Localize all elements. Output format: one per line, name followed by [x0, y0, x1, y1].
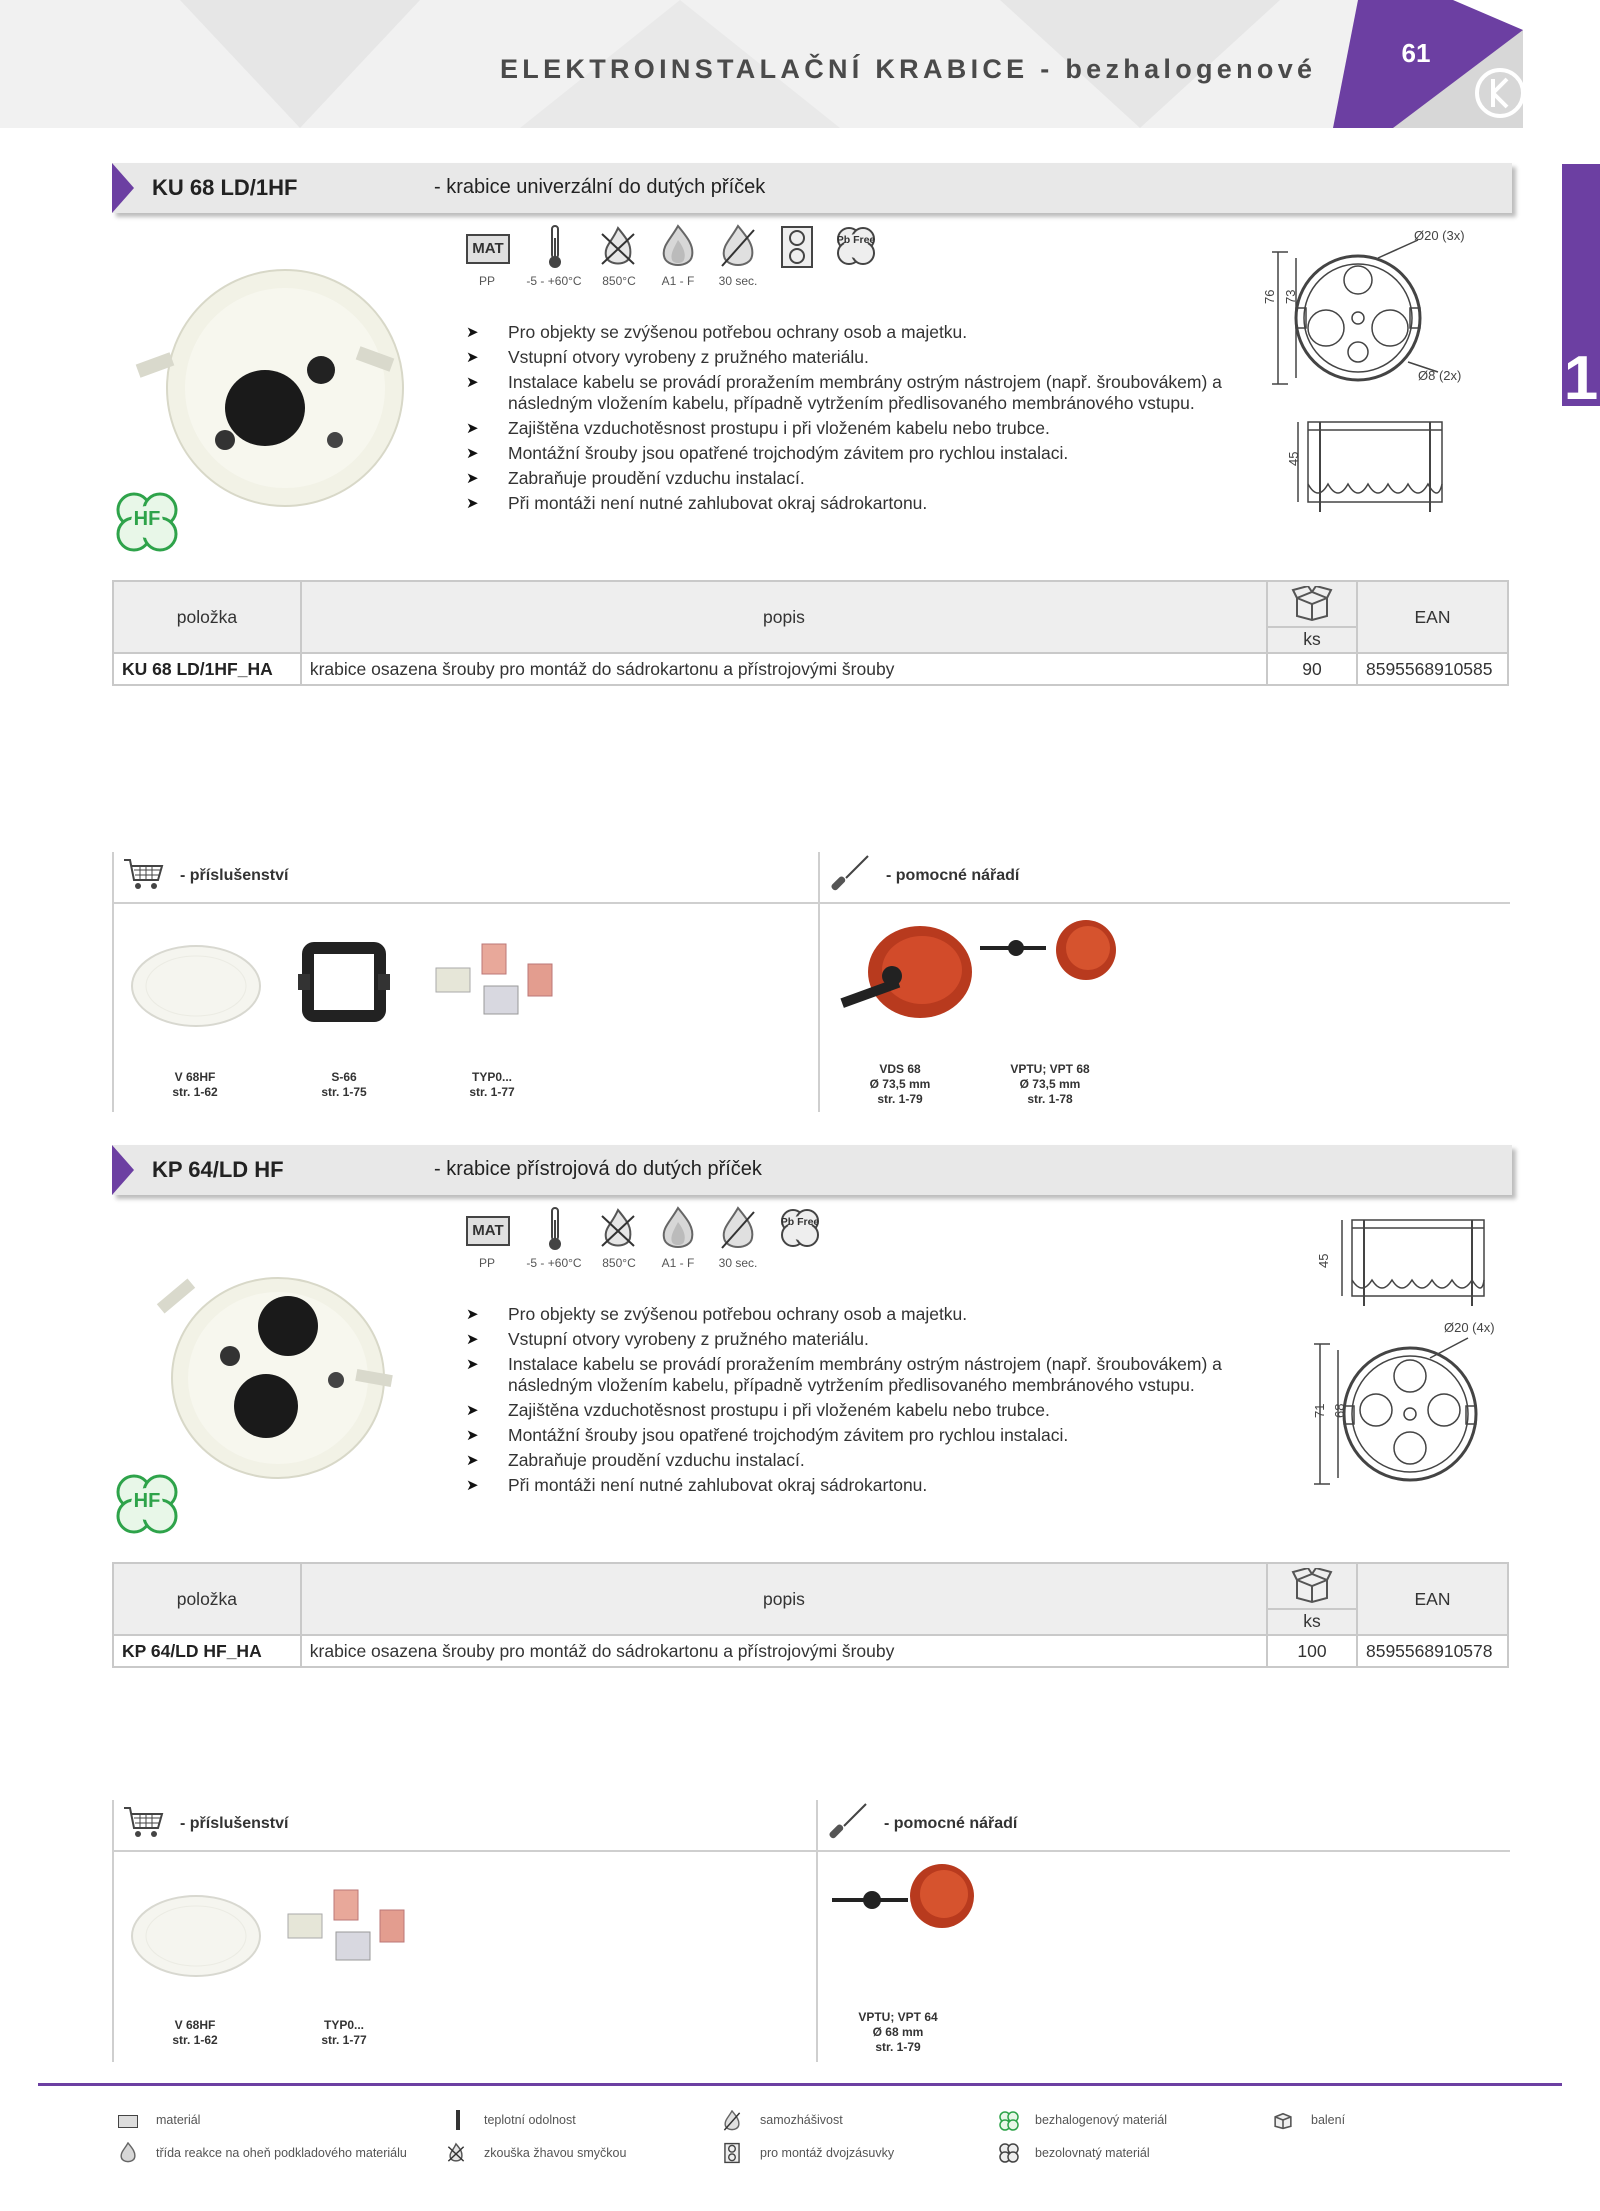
accessory-label: [284, 2018, 404, 2048]
glow-wire-icon: [598, 224, 638, 270]
item-quantity-cell: 100: [1267, 1635, 1357, 1667]
title-arrow-icon: [112, 1145, 134, 1195]
chapter-number: 1: [1563, 344, 1599, 413]
product-code: KP 64/LD HF: [152, 1157, 284, 1182]
feature-item: ➤ Instalace kabelu se provádí proražením membrány ostrým nástrojem (např. šroubovákem) a následným vložením kabelu, případně vytržením předlisovaného membránového vstupu.: [466, 1354, 1266, 1396]
double-socket-icon: [724, 2142, 740, 2164]
table-header: položka: [113, 581, 301, 653]
product-table: [112, 580, 1509, 686]
tool-size: Ø 68 mm: [872, 2025, 924, 2039]
product-table: [112, 1562, 1509, 1668]
tool-size: Ø 73,5 mm: [869, 1077, 931, 1091]
product-code: KU 68 LD/1HF: [152, 175, 298, 200]
feature-item: ➤ Montážní šrouby jsou opatřené trojchodým závitem pro rychlou instalaci.: [466, 443, 1266, 464]
table-header: [1267, 581, 1357, 653]
feature-item: ➤ Vstupní otvory vyrobeny z pružného materiálu.: [466, 347, 1266, 368]
accessory-name: V 68HF: [174, 2018, 216, 2032]
feature-item: ➤ Montážní šrouby jsou opatřené trojchodým závitem pro rychlou instalaci.: [466, 1425, 1266, 1446]
technical-drawing: [1258, 222, 1518, 522]
self-extinguish-icon: [718, 224, 758, 270]
feature-item: ➤ Zabraňuje proudění vzduchu instalací.: [466, 468, 1266, 489]
accessory-name: S-66: [331, 1070, 357, 1084]
product-photo: [150, 1250, 400, 1490]
section-divider: [112, 852, 114, 1112]
tool-label: [990, 1062, 1110, 1107]
legend-label: zkouška žhavou smyčkou: [484, 2146, 627, 2160]
product-title-bar: [112, 163, 1512, 213]
icon-label: A1 - F: [661, 274, 695, 288]
item-ean-cell: 8595568910585: [1357, 653, 1508, 685]
shopping-cart-icon: [122, 856, 164, 892]
accessory-image-frame: [294, 934, 394, 1030]
item-code-cell: KU 68 LD/1HF_HA: [113, 653, 301, 685]
mat-icon: MAT: [466, 1216, 510, 1246]
feature-item: ➤ Pro objekty se zvýšenou potřebou ochrany osob a majetku.: [466, 322, 1266, 343]
glow-wire-icon: [446, 2142, 466, 2164]
accessory-label: [284, 1070, 404, 1100]
screwdriver-icon: [828, 852, 872, 896]
table-row: [113, 653, 1508, 685]
property-icons: [462, 224, 876, 294]
legend-label: samozhášivost: [760, 2113, 843, 2127]
dimension-label: Ø8 (2x): [1418, 368, 1462, 383]
technical-drawing: [1300, 1210, 1520, 1500]
product-photo: [125, 240, 415, 530]
table-header: EAN: [1357, 581, 1508, 653]
accessory-page-ref: str. 1-62: [172, 2033, 218, 2047]
feature-list: [466, 322, 1266, 518]
dimension-label: Ø20 (4x): [1444, 1320, 1495, 1335]
legend-label: bezolovnatý materiál: [1035, 2146, 1150, 2160]
pb-free-icon: [778, 1206, 822, 1252]
pb-free-label: Pb Free: [836, 234, 876, 246]
accessories-title: - příslušenství: [180, 867, 289, 884]
flame-icon: [658, 224, 698, 270]
tool-name: VDS 68: [879, 1062, 921, 1076]
feature-item: ➤ Zabraňuje proudění vzduchu instalací.: [466, 1450, 1266, 1471]
box-icon: [1291, 1568, 1333, 1604]
pb-free-icon: [998, 2142, 1020, 2164]
feature-item: ➤ Instalace kabelu se provádí proražením membrány ostrým nástrojem (např. šroubovákem) a následným vložením kabelu, případně vytržením předlisovaného membránového vstupu.: [466, 372, 1266, 414]
item-code-cell: KP 64/LD HF_HA: [113, 1635, 301, 1667]
icon-label: 850°C: [602, 1256, 636, 1270]
product-title-bar: [112, 1145, 1512, 1195]
legend-label: pro montáž dvojzásuvky: [760, 2146, 895, 2160]
accessory-name: TYP0...: [471, 1070, 512, 1084]
product-description: - krabice univerzální do dutých příček: [434, 176, 766, 198]
box-icon: [1272, 2110, 1294, 2130]
section-divider: [818, 852, 820, 1112]
legend-label: teplotní odolnost: [484, 2113, 576, 2127]
footer-divider: [38, 2083, 1562, 2086]
dimension-label: 73: [1283, 289, 1298, 304]
dimension-label: 45: [1286, 451, 1301, 466]
thermometer-icon: [545, 224, 565, 270]
item-ean-cell: 8595568910578: [1357, 1635, 1508, 1667]
accessories-title: - příslušenství: [180, 1815, 289, 1832]
flame-icon: [658, 1206, 698, 1252]
self-extinguish-icon: [722, 2110, 742, 2132]
feature-item: ➤ Pro objekty se zvýšenou potřebou ochrany osob a majetku.: [466, 1304, 1266, 1325]
title-arrow-icon: [112, 163, 134, 213]
item-description-cell: krabice osazena šrouby pro montáž do sádrokartonu a přístrojovými šrouby: [301, 1635, 1267, 1667]
dimension-label: 45: [1316, 1253, 1331, 1268]
dimension-label: 68: [1332, 1403, 1347, 1418]
tool-image-drill-bit: [828, 1860, 978, 1936]
pb-free-label: Pb Free: [780, 1216, 820, 1228]
accessory-page-ref: str. 1-75: [321, 1085, 367, 1099]
icon-label: 30 sec.: [718, 274, 758, 288]
pb-free-icon: [834, 224, 878, 270]
tool-name: VPTU; VPT 68: [1010, 1062, 1090, 1076]
icon-label: -5 - +60°C: [526, 274, 582, 288]
icon-label: PP: [478, 1256, 495, 1270]
icon-label: 30 sec.: [718, 1256, 758, 1270]
feature-item: ➤ Zajištěna vzduchotěsnost prostupu i při vloženém kabelu nebo trubce.: [466, 1400, 1266, 1421]
accessory-label: [135, 2018, 255, 2048]
feature-item: ➤ Při montáži není nutné zahlubovat okraj sádrokartonu.: [466, 1475, 1266, 1496]
table-header-row: [113, 1563, 1508, 1635]
tools-title: - pomocné nářadí: [886, 867, 1020, 884]
tool-label: [840, 1062, 960, 1107]
dimension-label: 76: [1262, 289, 1277, 304]
tool-name: VPTU; VPT 64: [858, 2010, 938, 2024]
section-divider: [112, 902, 818, 904]
tool-page-ref: str. 1-79: [875, 2040, 921, 2054]
page-number: 61: [1401, 38, 1431, 68]
accessory-image-cover: [126, 1890, 266, 1980]
accessory-name: TYP0...: [323, 2018, 364, 2032]
mat-icon: [118, 2115, 138, 2128]
section-divider: [816, 1800, 818, 2062]
double-socket-icon: [780, 224, 814, 270]
accessory-image-connectors: [432, 942, 562, 1022]
tool-page-ref: str. 1-79: [877, 1092, 923, 1106]
dimension-label: Ø20 (3x): [1414, 228, 1465, 243]
thermometer-icon: [545, 1206, 565, 1252]
legend-label: materiál: [156, 2113, 201, 2127]
feature-item: ➤ Zajištěna vzduchotěsnost prostupu i při vloženém kabelu nebo trubce.: [466, 418, 1266, 439]
section-divider: [818, 902, 1510, 904]
glow-wire-icon: [598, 1206, 638, 1252]
feature-list: [466, 1304, 1266, 1500]
accessory-image-cover: [126, 940, 266, 1030]
property-icons: [462, 1206, 842, 1276]
icon-label: PP: [478, 274, 495, 288]
accessory-name: V 68HF: [174, 1070, 216, 1084]
table-header: položka: [113, 1563, 301, 1635]
thermometer-icon: [454, 2110, 462, 2130]
accessory-label: [432, 1070, 552, 1100]
self-extinguish-icon: [718, 1206, 758, 1252]
icon-label: A1 - F: [661, 1256, 695, 1270]
table-header: [1267, 1563, 1357, 1635]
feature-item: ➤ Vstupní otvory vyrobeny z pružného materiálu.: [466, 1329, 1266, 1350]
accessory-label: [135, 1070, 255, 1100]
hf-badge-label: HF: [133, 508, 161, 530]
feature-item: ➤ Při montáži není nutné zahlubovat okraj sádrokartonu.: [466, 493, 1266, 514]
table-row: [113, 1635, 1508, 1667]
table-header: popis: [301, 1563, 1267, 1635]
item-description-cell: krabice osazena šrouby pro montáž do sádrokartonu a přístrojovými šrouby: [301, 653, 1267, 685]
flame-icon: [118, 2142, 138, 2164]
table-header: EAN: [1357, 1563, 1508, 1635]
table-header: popis: [301, 581, 1267, 653]
accessory-image-connectors: [284, 1888, 414, 1968]
legend-label: balení: [1311, 2113, 1346, 2127]
icon-label: -5 - +60°C: [526, 1256, 582, 1270]
tool-image-drill-bit: [976, 916, 1126, 986]
section-divider: [112, 1800, 114, 2062]
page-header-title: ELEKTROINSTALAČNÍ KRABICE - bezhalogenové: [500, 54, 1317, 84]
tool-image-hole-saw: [830, 922, 980, 1032]
accessory-page-ref: str. 1-62: [172, 1085, 218, 1099]
ks-label: ks: [1303, 629, 1321, 649]
tool-size: Ø 73,5 mm: [1019, 1077, 1081, 1091]
accessory-page-ref: str. 1-77: [321, 2033, 367, 2047]
hf-badge-label: HF: [133, 1490, 161, 1512]
table-header-row: [113, 581, 1508, 653]
product-description: - krabice přístrojová do dutých příček: [434, 1158, 762, 1180]
box-icon: [1291, 586, 1333, 622]
icon-label: 850°C: [602, 274, 636, 288]
tool-label: [838, 2010, 958, 2055]
screwdriver-icon: [826, 1800, 870, 1844]
section-divider: [112, 1850, 816, 1852]
shopping-cart-icon: [122, 1804, 164, 1840]
ks-label: ks: [1303, 1611, 1321, 1631]
section-divider: [816, 1850, 1510, 1852]
tool-page-ref: str. 1-78: [1027, 1092, 1073, 1106]
dimension-label: 71: [1312, 1403, 1327, 1418]
mat-icon: MAT: [466, 234, 510, 264]
hf-icon: [998, 2110, 1020, 2132]
tools-title: - pomocné nářadí: [884, 1815, 1018, 1832]
accessory-page-ref: str. 1-77: [469, 1085, 515, 1099]
legend-label: třída reakce na oheň podkladového materiálu: [156, 2146, 407, 2160]
item-quantity-cell: 90: [1267, 653, 1357, 685]
legend-label: bezhalogenový materiál: [1035, 2113, 1168, 2127]
